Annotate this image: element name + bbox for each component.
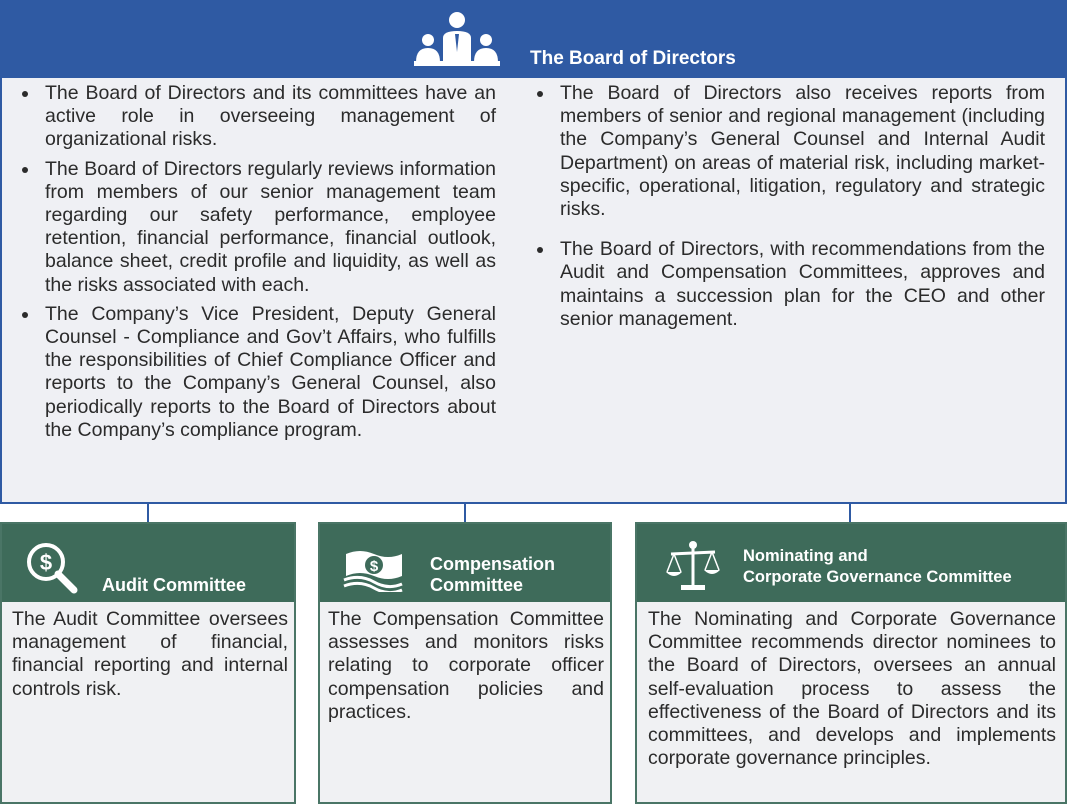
money-bills-icon <box>340 546 406 592</box>
nominating-committee-description: The Nominating and Corporate Governance Committee recommends director nominees to the Board of Directors, oversees an annual self-evaluation process to assess the effectiveness of the Board of Directors and its committees, and develops and implements corporate governance principles. <box>648 608 1056 770</box>
list-item: The Board of Directors, with recommendations from the Audit and Compensation Committees, approves and maintains a succession plan for the CEO and other senior management. <box>533 238 1045 331</box>
audit-committee-title: Audit Committee <box>102 575 246 595</box>
compensation-committee-title <box>430 554 555 596</box>
people-group-icon <box>412 10 502 70</box>
list-item: The Board of Directors also receives reports from members of senior and regional management (including the Company’s General Counsel and Internal Audit Department) on areas of material risk, including market-specific, operational, litigation, regulatory and strategic risks. <box>533 82 1045 221</box>
nominating-title-line2: Corporate Governance Committee <box>743 568 1012 586</box>
nominating-committee-header <box>637 524 1065 602</box>
board-responsibilities-left <box>18 82 496 448</box>
scales-icon <box>665 540 721 592</box>
compensation-title-line1: Compensation <box>430 554 556 574</box>
svg-text:$: $ <box>39 550 53 575</box>
svg-text:$: $ <box>369 558 379 575</box>
nominating-committee-panel <box>635 522 1067 804</box>
list-item: The Board of Directors and its committees have an active role in overseeing management of organizational risks. <box>18 82 496 152</box>
board-responsibilities-right <box>533 82 1045 348</box>
board-header <box>2 2 1065 78</box>
compensation-committee-header <box>320 524 610 602</box>
list-item: The Company’s Vice President, Deputy General Counsel - Compliance and Gov’t Affairs, who fulfills the responsibilities of Chief Compliance Officer and reports to the Company’s General Counsel, also periodically reports to the Board of Directors about the Company’s compliance program. <box>18 303 496 442</box>
connector-line-compensation <box>464 504 466 524</box>
dollar-magnifier-icon <box>24 540 80 596</box>
connector-line-nominating <box>849 504 851 524</box>
compensation-title-line2: Committee <box>430 575 524 595</box>
compensation-committee-panel <box>318 522 612 804</box>
nominating-committee-title <box>743 546 1012 588</box>
compensation-committee-description: The Compensation Committee assesses and monitors risks relating to corporate officer compensation policies and practices. <box>328 608 604 723</box>
board-title: The Board of Directors <box>530 48 736 69</box>
audit-committee-header <box>2 524 294 602</box>
nominating-title-line1: Nominating and <box>743 547 868 565</box>
audit-committee-description: The Audit Committee oversees management of financial, financial reporting and internal controls risk. <box>12 608 288 700</box>
audit-committee-panel <box>0 522 296 804</box>
list-item: The Board of Directors regularly reviews information from members of our senior management team regarding our safety performance, employee retention, financial performance, financial outlook, balance sheet, credit profile and liquidity, as well as the risks associated with each. <box>18 158 496 297</box>
connector-line-audit <box>147 504 149 524</box>
